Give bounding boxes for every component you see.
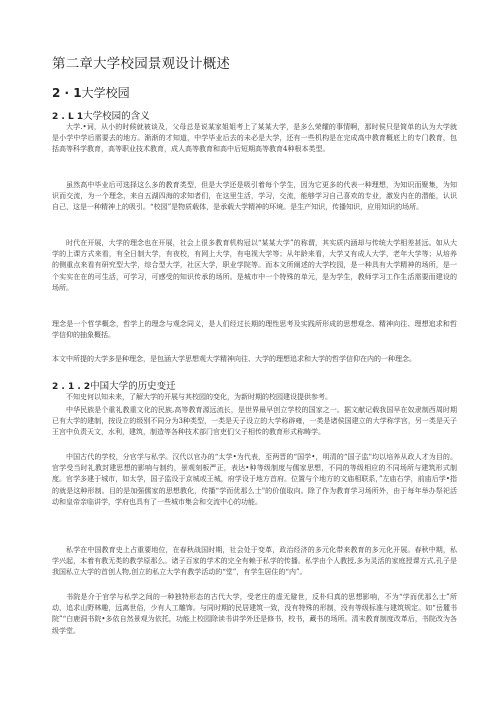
paragraph: 中国古代的学校，分官学与私学。汉代以官办的“太学•为代表，至两晋的“国学•，明清的“国子监"均以培养从政人才为目的。官学受当时礼教封建思想的影响与制约，景观刻板严正，表达•种等级制度与儒家思想，不同的等级相应的不同场所与建筑形式制度。官学多建于城市，如太学，国子监设于京城或王城，府学设于地方首府。位置与个地方的文庙相联系，”左庙右学，前庙后学•指的就是这种形制。目的是加强儒家的思想教化，传播“学而优那么士"的价值取向。除了作为教育学习场所外，由于每年举办祭祀活动和皇帝亲临讲学，学府也具有了一些城市集会和交流中心的功能。 (52, 453, 457, 506)
subsection-number: 2 . L 1 (52, 112, 84, 122)
section-number: 2 · 1 (52, 86, 82, 100)
paragraph: 中华民族是个重礼教重文化的民族,高等教育源远流长，是世界最早创立学校的国家之一。据文献记载我国早在奴隶制西周时期已有大学的建制，按设立的级别不同分为3种类型，一类是天子设立的大学称辟雍，一类是诸侯国建立的大学称学宫，另一类是天子王宫中负责天文，水利，建筑，制造等各种技术部门官吏们父子相传的教育形式称畴学。 (52, 406, 457, 437)
paragraph: 私学在中国教育史上占重要地位，在春秋战国时期，社会处于变革，政治经济的多元化带来教育的多元化开展。春秋中期，私学兴起，本着有教无类的教学原那么。诸子百家的学术的完全有赖于私学的传播。私学由个人教授,多为灵活的家庭授课方式,孔子是我国私立大学的首创人物,创立的私立大学有教学活动的“堂”，有学生居住的“内”。 (52, 546, 457, 577)
paragraph: 不知史何以知未来，了解大学的开展与其校园的变化，为新时期的校园建设提供参考。 (66, 393, 332, 401)
subsection-heading (52, 108, 150, 122)
chapter-title: 第二章大学校园景观设计概述 (52, 56, 231, 72)
subsection-title: 大学校园的含义 (83, 111, 150, 122)
section-heading (52, 84, 130, 101)
paragraph: 时代在开展，大学的理念也在开展，社会上很多教育机构冠以“某某大学”的称谓，其实质内涵却与传统大学相差甚远。如从大学的上课方式来看，有全日制大学，有夜校，有网上大学，有电视大学等；从年龄来看，大学又有成人大学，老年大学等；从培养的侧重点来看有研究型大学，综合型大学，社区大学，职业学院等。而本文所阐述的大学校园，是一种具有大学精神的场所，是一个实实在在的可生活，可学习，可感受的知识传承的场所。是城市中一个特殊的单元，是为学生，教师学习工作生活需要而建设的场所。 (52, 239, 457, 292)
subsection-number: 2 . 1 . 2 (52, 382, 91, 392)
paragraph: 本文中所提的大学多是种理念，是包涵大学思想观大学精神向往、大学的理想追求和大学的哲学信仰在内的一种理念。 (52, 355, 416, 363)
paragraph: 虽然高中毕业后可选择这么多的教育类型，但是大学还是吸引着每个学生，因为它更多的代表一种理想，为知识而聚集，为知识而交流，为一个理念，来自五湖四海的求知者们，在这里生活，学习，交流，能够学习自己喜欢的专业，激发内在的潜能，认识自己，这是一种精神上的吸引。“校园”是物质载体，是承载大学精神的环境。是生产知识，传播知识，应用知识的场所。 (52, 181, 457, 212)
section-title: 大学校园 (81, 86, 130, 100)
paragraph: 理念是一个哲学概念，哲学上的理念与观念同义，是人们经过长期的理性思考及实践所形成的思想观念、精神向往、理想追求和哲学信仰的抽象概括。 (52, 320, 457, 340)
paragraph: 大学.•词，从小的时候就被谈及，父母总是说某家姐姐考上了某某大学，是多么荣耀的事情啊，那时侯只是简单的认为大学就是小学中学后需要去的地方。渐渐的才知道，中学毕业后去的未必是大学，还有一些机构是在完成高中教育概底上的专门教育，包括高等科学教育，高等职业技术教育，成人高等教育和高中后短期高等教育4种根本类型。 (52, 123, 457, 154)
subsection-heading (52, 378, 176, 392)
paragraph: 书院是介于官学与私学之间的一种独特形态的古代大学，受老庄的虚无避世，反朴归真的思想影响，不为“学而优那么士”所动，追求山野林趣，远离世俗，少有人工雕饰。与同时期的民居建筑一致，没有特殊的形制，没有等级标准与建筑规定。如“岳麓书院”“白鹿洞书院•多依自然景观为依托，功能上校园除读书讲学外还是修书，校书，藏书的场所。清末教育制度改革后，书院改为各级学堂。 (52, 593, 457, 635)
subsection-title: 中国大学的历史变迁 (90, 381, 176, 392)
